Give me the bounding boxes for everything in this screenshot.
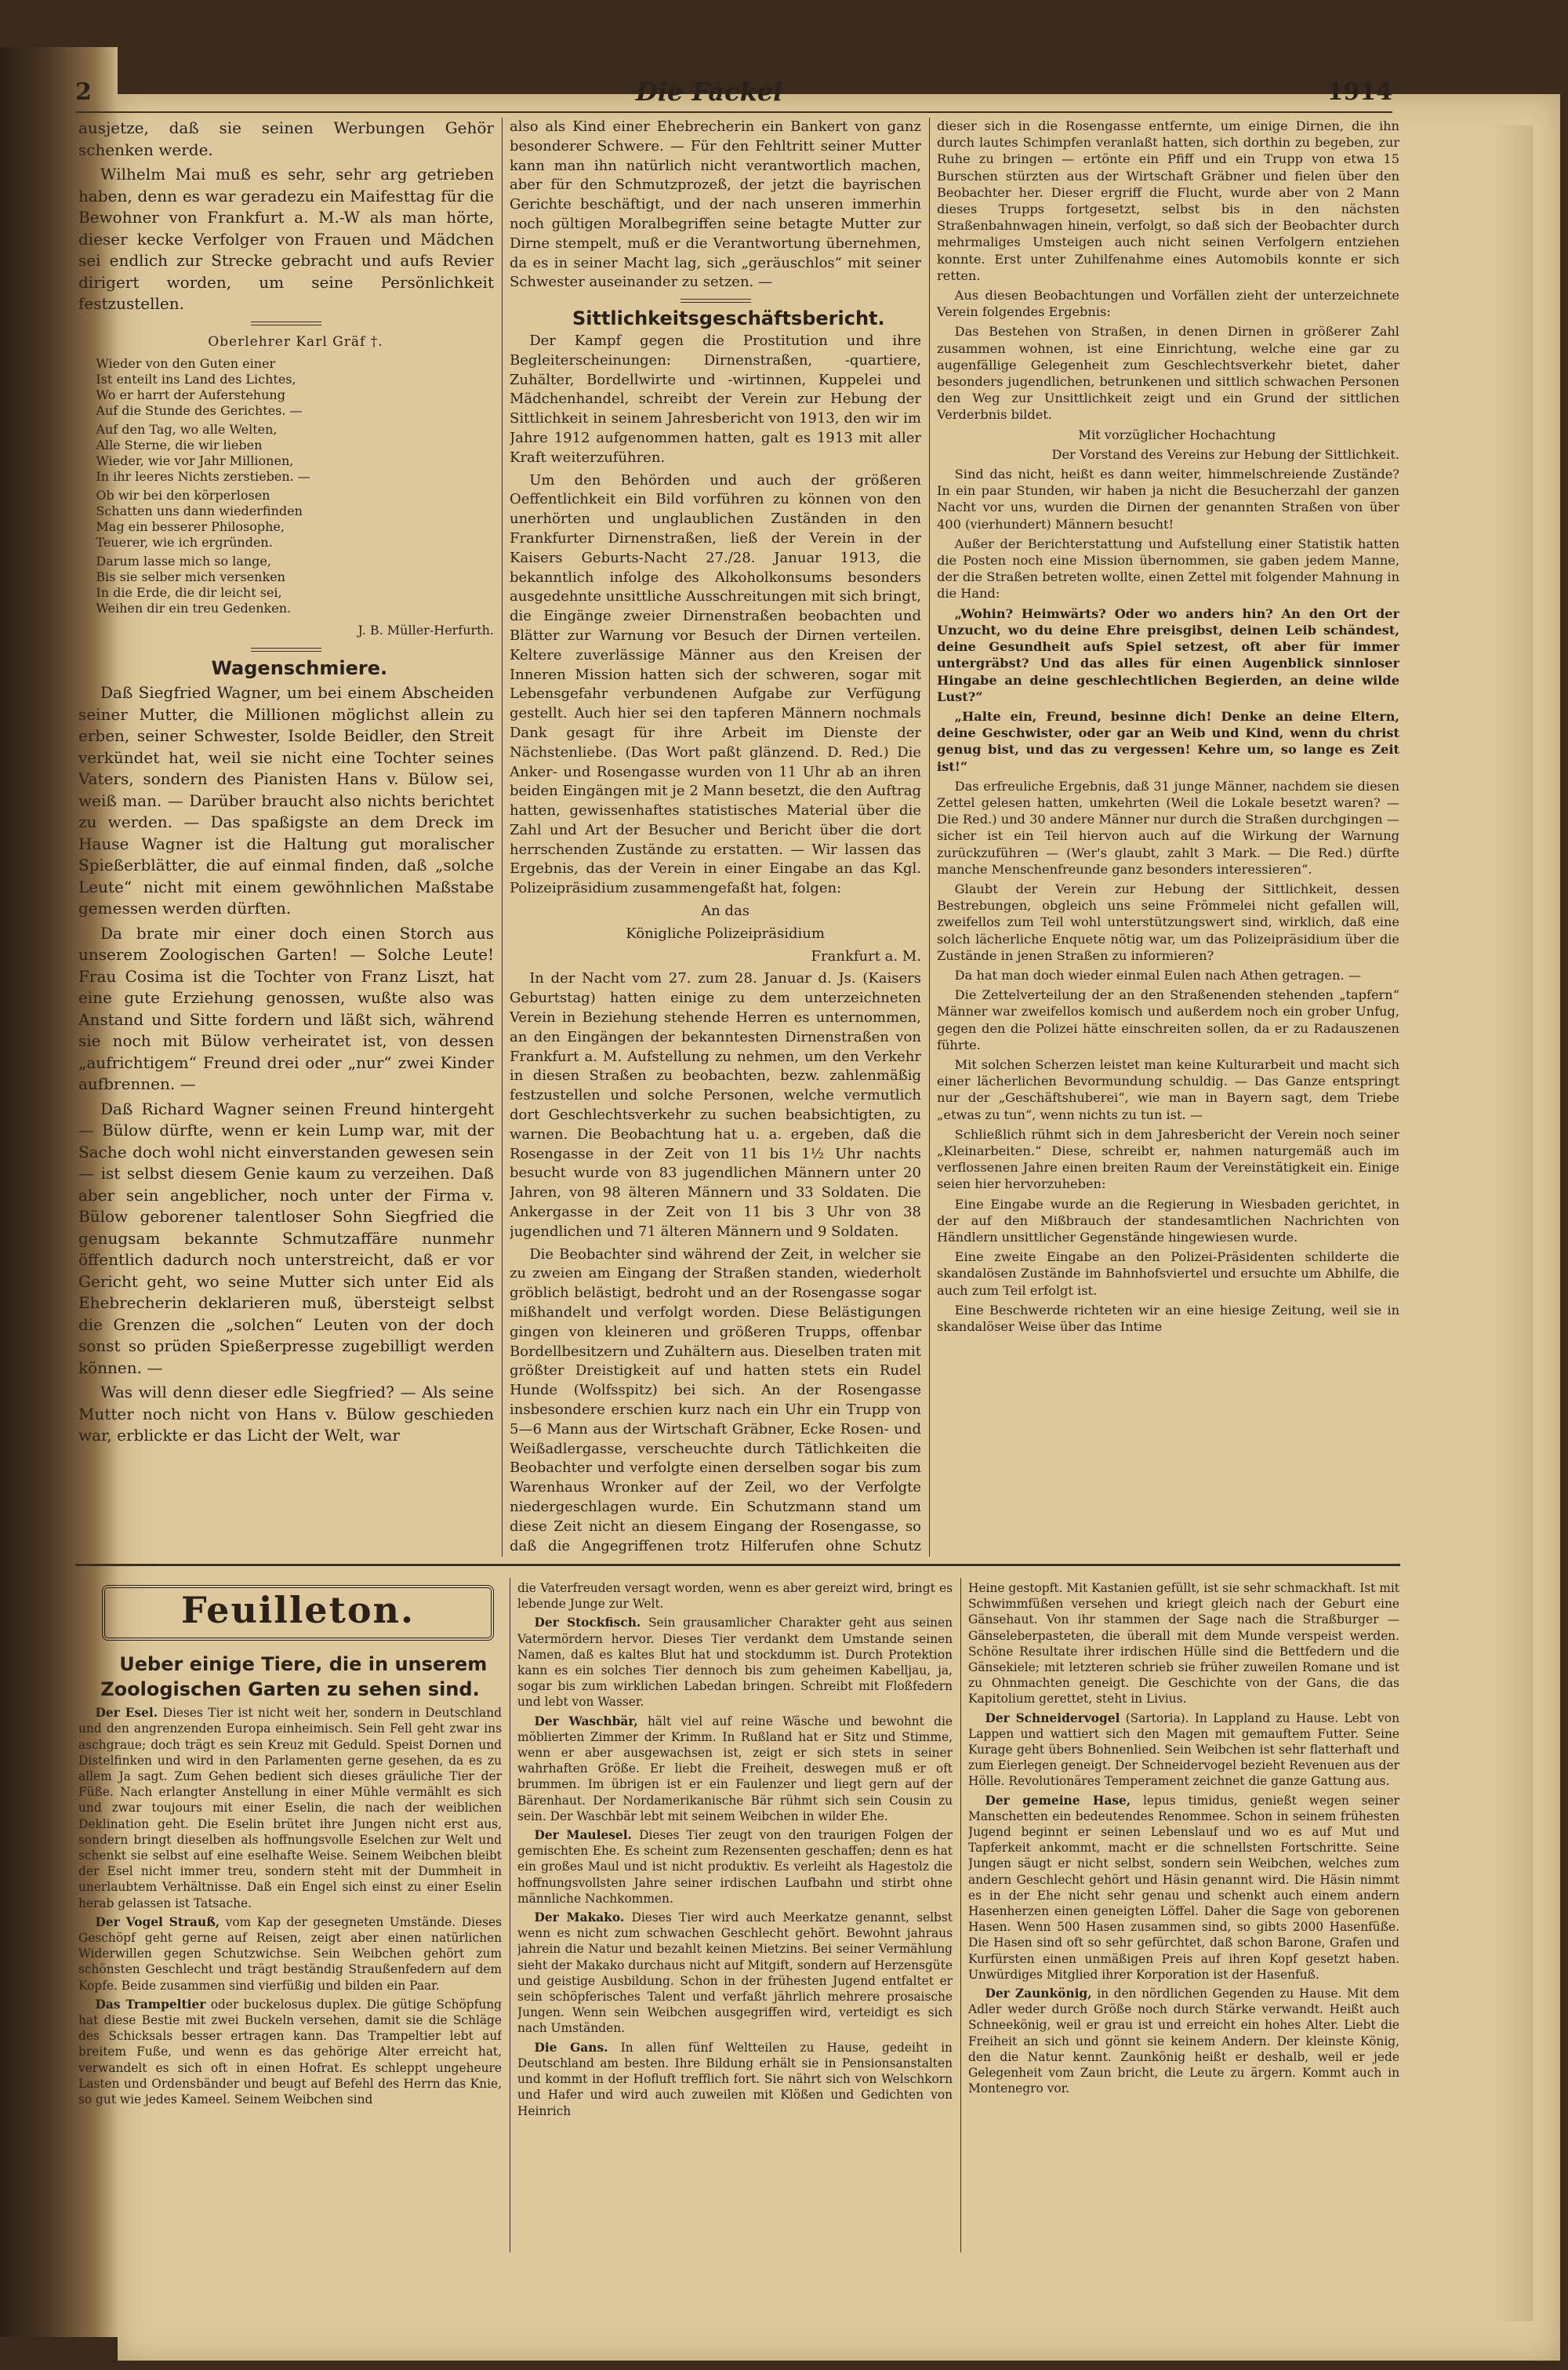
section-separator <box>681 299 751 303</box>
paragraph: Eine Beschwerde richteten wir an eine hiesige Zeitung, weil sie in skandalöser Weise über das Intime <box>937 1302 1399 1335</box>
poem-title: Oberlehrer Karl Gräf †. <box>208 333 383 350</box>
section-separator <box>251 648 321 652</box>
poem-stanza: Auf den Tag, wo alle Welten, Alle Sterne, die wir lieben Wieder, wie vor Jahr Millionen, In ihr leeres Nichts zerstieben. — <box>96 422 310 484</box>
poem-stanza: Ob wir bei den körperlosen Schatten uns dann wiederfinden Mag ein besserer Philosophe, Teuerer, wie ich ergründen. <box>96 488 303 550</box>
section-heading-wagenschmiere: Wagenschmiere. <box>211 656 388 679</box>
paragraph: Heine gestopft. Mit Kastanien gefüllt, ist sie sehr schmackhaft. Ist mit Schwimmfüßen versehen und kriegt gleich nach der Geburt eine Gänsehaut. Von ihr stammen der Sage nach die Straßburger — Gänseleberpasteten, die überall mit dem Munde verspeist werden. Schöne Resultate ihrer irdischen Hülle sind die Bettfedern und die Gänsekiele; mit letzteren schrieb sie früher zuweilen Romane und ist zu Ohnmachten geneigt. Die Geschichte von der Gans, die das Kapitolium gerettet, steht in Livius. <box>968 1581 1399 1707</box>
warning-leaflet-text: „Wohin? Heimwärts? Oder wo anders hin? An den Ort der Unzucht, wo du deine Ehre preisgibst, deinen Leib schändest, deine Gesundheit aufs Spiel setzest, oft aber für immer untergräbst? Und das alles für einen Augenblick sinnloser Hingabe an deine geschlechtlichen Begierden, an deine wilde Lust?“ <box>937 605 1399 704</box>
page-edge-shadow <box>1494 125 1533 2321</box>
paragraph: Der Kampf gegen die Prostitution und ihre Begleiterscheinungen: Dirnenstraßen, -quartiere, Zuhälter, Bordellwirte und -wirtinnen, Kuppelei und Mädchenhandel, schreibt der Verein zur Hebung der Sittlichkeit in seinem Jahresbericht von 1913, den wir im Jahre 1912 aufgenommen hatten, galt es 1913 mit aller Kraft weiterzuführen. <box>510 332 921 466</box>
paragraph: Wilhelm Mai muß es sehr, sehr arg getrieben haben, denn es war geradezu ein Maifesttag für die Bewohner von Frankfurt a. M.-W als man hörte, dieser kecke Verfolger von Frauen und Mädchen sei endlich zur Strecke gebracht und aufs Revier dirigert worden, um seine Persönlichkeit festzustellen. <box>78 165 494 313</box>
article-column-3 <box>937 118 1399 1557</box>
masthead-title: Die Fackel <box>636 77 783 107</box>
paragraph: Das erfreuliche Ergebnis, daß 31 junge Männer, nachdem sie diesen Zettel gelesen hatten, umkehrten (Weil die Lokale besetzt waren? — Die Red.) und 30 andere Männer nur durch die Straßen durchgingen — sicher ist ein Teil hiervon auch auf die Wirkung der Warnung zurückzuführen — (Wer's glaubt, zahlt 3 Mark. — Die Red.) dürfte manche Menschenfreunde ganz besonders interessieren“. <box>937 778 1399 877</box>
address-line: Königliche Polizeipräsidium <box>626 925 825 942</box>
warning-leaflet-text: „Halte ein, Freund, besinne dich! Denke an deine Eltern, deine Geschwister, oder gar an Weib und Kind, wenn du christ genug bist, und das zu vergessen! Kehre um, so lange es Zeit ist!“ <box>937 708 1399 774</box>
address-line: An das <box>701 903 750 920</box>
poem-author: J. B. Müller-Herfurth. <box>358 623 494 638</box>
paragraph: also als Kind einer Ehebrecherin ein Bankert von ganz besonderer Schwere. — Für den Fehltritt seiner Mutter kann man ihn natürlich nicht verantwortlich machen, aber für den Schmutzprozeß, der jetzt die bayrischen Gerichte beschäftigt, und der nach unseren immerhin noch gültigen Moralbegriffen seine betagte Mutter zur Dirne stempelt, muß er die Verantwortung übernehmen, da es in seiner Macht lag, sich „geräuschlos“ mit seiner Schwester auseinander zu setzen. — <box>510 118 921 291</box>
poem-stanza: Wieder von den Guten einer Ist enteilt ins Land des Lichtes, Wo er harrt der Auferstehung Auf die Stunde des Gerichtes. — <box>96 356 303 418</box>
paragraph: dieser sich in die Rosengasse entfernte, um einige Dirnen, die ihn durch lautes Schimpfen veranlaßt hatten, sich dorthin zu begeben, zur Ruhe zu bringen — ertönte ein Pfiff und ein Trupp von etwa 15 Burschen stürzten aus der Wirtschaft Gräbner und fielen über den Beobachter her. Dieser ergriff die Flucht, wurde aber von 2 Mann dieses Trupps fortgesetzt, selbst bis in den nächsten Straßenbahnwagen hinein, verfolgt, so daß sich der Beobachter durch mehrmaliges Umsteigen auch nicht seinen Verfolgern entziehen konnte. Erst unter Zuhilfenahme eines Automobils konnte er sich retten. <box>937 118 1399 283</box>
paragraph: Das Bestehen von Straßen, in denen Dirnen in größerer Zahl zusammen wohnen, ist eine Einrichtung, welche eine gar zu augenfällige Gelegenheit zum Geschlechtsverkehr bietet, daher besonders jugendlichen, betrunkenen und sittlich schwachen Personen den Weg zur Unsittlichkeit zeigt und ein Grund der sittlichen Verderbnis bildet. <box>937 324 1399 423</box>
paragraph: Da hat man doch wieder einmal Eulen nach Athen getragen. — <box>954 967 1361 983</box>
animal-entry: Der Stockfisch. Sein grausamlicher Charakter geht aus seinen Vatermördern hervor. Dieses Tier verdankt dem Umstande seinen Namen, daß es kaltes Blut hat und stockdumm ist. Durch Protektion kann es ein solches Tier dennoch bis zum geheimen Kabelljau, ja, sogar bis zum wirklichen Labedan bringen. Schreibt mit Floßfedern und lebt von Wasser. <box>517 1616 953 1710</box>
paragraph: ausjetze, daß sie seinen Werbungen Gehör schenken werde. <box>78 118 494 159</box>
page-header <box>75 72 1392 113</box>
paragraph: Die Beobachter sind während der Zeit, in welcher sie zu zweien am Eingang der Straßen standen, wiederholt gröblich belästigt, bedroht und an der Rosengasse sogar mißhandelt und verfolgt worden. Diese Belästigungen gingen von kleineren und größeren Trupps, offenbar Bordellbesitzern und Zuhältern aus. Dieselben traten mit größter Dreistigkeit auf und hatten stets ein Rudel Hunde (Wolfsspitz) bei sich. An der Rosengasse insbesondere erschien kurz nach ein Uhr ein Trupp von 5—6 Mann aus der Wirtschaft Gräbner, Ecke Rosen- und Weißadlergasse, verscheuchte durch Tätlichkeiten die Beobachter und verfolgte einen derselben sogar bis zum Warenhaus Wronker auf der Zeil, wo der Verfolgte niedergeschlagen wurde. Ein Schutzmann stand um diese Zeit nicht an diesem Eingang der Rosengasse, so daß die Angegriffenen trotz Hilferufen ohne Schutz <box>510 1245 921 1554</box>
poem-stanza: Darum lasse mich so lange, Bis sie selber mich versenken In die Erde, die dir leicht sei, Weihen dir ein treu Gedenken. <box>96 554 292 616</box>
feuilleton-column-3 <box>968 1580 1399 2255</box>
animal-entry: Der Maulesel. Dieses Tier zeugt von den traurigen Folgen der gemischten Ehe. Es scheint zum Rezensenten geschaffen; denn es hat ein großes Maul und ist nicht produktiv. Es verleiht als Hagestolz die hoffnungsvollsten Jahre seiner irdischen Laufbahn und stirbt ohne männliche Nachkommen. <box>517 1828 953 1906</box>
paragraph: Um den Behörden und auch der größeren Oeffentlichkeit ein Bild vorführen zu können von den unerhörten und unglaublichen Zuständen in den Frankfurter Dirnenstraßen, ließ der Verein in der Kaisers Geburts-Nacht 27./28. Januar 1913, die bekanntlich infolge des Alkoholkonsums besonders ausgedehnte unsittliche Ausschreitungen mit sich bringt, die Eingänge zweier Dirnenstraßen beobachten und Blätter zur Warnung vor Besuch der Dirnen verteilen. Keltere zuverlässige Männer aus den Kreisen der Inneren Mission hatten sich der schweren, sogar mit Lebensgefahr verbundenen Aufgabe zur Verfügung gestellt. Auch hier sei den tapferen Männern nochmals Dank gesagt für ihre Arbeit im Dienste der Nächstenliebe. (Das Wort paßt glänzend. D. Red.) Die Anker- und Rosengasse wurden von 11 Uhr ab an ihren beiden Eingängen mit je 2 Mann besetzt, die den Auftrag hatten, gewissenhaftes statistisches Material über die Zahl und Art der Besucher und Bericht über die dort herrschenden Zustände zu erstatten. — Wir lassen das Ergebnis, das der Verein in einer Eingabe an das Kgl. Polizeipräsidium zusammengefaßt hat, folgen: <box>510 471 921 897</box>
article-column-1 <box>78 118 494 1557</box>
paragraph: Die Zettelverteilung der an den Straßenenden stehenden „tapfern“ Männer war zweifellos komisch und außerdem noch ein grober Unfug, gegen den die Polizei hätte einschreiten sollen, da er zu Radauszenen führte. <box>937 987 1399 1052</box>
animal-entry: Der Zaunkönig, in den nördlichen Gegenden zu Hause. Mit dem Adler weder durch Größe noch durch Stärke verwandt. Heißt auch Schneekönig, weil er grau ist und erreicht ein hohes Alter. Liebt die Freiheit an sich und gönnt sie keinem Andern. Der kleinste König, den die Natur kennt. Zaunkönig heißt er deshalb, weil er jede Gelegenheit vom Zaun bricht, die Leute zu ärgern. Kommt auch in Montenegro vor. <box>968 1987 1399 2096</box>
feuilleton-column-2 <box>517 1580 953 2255</box>
animal-entry: Der Esel. Dieses Tier ist nicht weit her, sondern in Deutschland und den angrenzenden Europa einheimisch. Sein Fell geht zwar ins aschgraue; doch trägt es sein Kreuz mit Geduld. Speist Dornen und Distelfinken und wird in den Parlamenten gerne gesehen, da es zu allem Ja sagt. Zum Gehen bedient sich dieses gräuliche Tier der Füße. Nach erlangter Anstellung in einer Mühle vermählt es sich und zwar toujours mit einer Eselin, die nach der weiblichen Deklination geht. Die Eselin brütet ihre Jungen nicht erst aus, sondern bringt dieselben als hoffnungsvolle Eselchen zur Welt und schenkt sie selbst auf eine eselhafte Weise. Seinem Weibchen bleibt der Esel nicht immer treu, sondern steht mit der Dummheit in unerlaubtem Verhältnisse. Daß ein Engel sich einst zu einer Eselin herab gelassen ist Tatsache. <box>78 1706 502 1910</box>
animal-entry: Der Schneidervogel (Sartoria). In Lappland zu Hause. Lebt von Lappen und wattiert sich den Magen mit gemauftem Futter. Seine Kurage geht übers Bohnenlied. Sein Weibchen ist sehr flatterhaft und zum Eierlegen geneigt. Der Schneidervogel bezieht Revenuen aus der Hölle. Revolutionäres Temperament zeichnet die ganze Gattung aus. <box>968 1710 1399 1789</box>
paragraph: Eine zweite Eingabe an den Polizei-Präsidenten schilderte die skandalösen Zustände im Bahnhofsviertel und ersuchte um Abhilfe, die auch zum Teil erfolgt ist. <box>937 1249 1399 1298</box>
closing-signature: Der Vorstand des Vereins zur Hebung der Sittlichkeit. <box>1051 446 1399 462</box>
animal-entry: Der Waschbär, hält viel auf reine Wäsche und bewohnt die möblierten Zimmer der Krimm. In Rußland hat er Sitz und Stimme, wenn er aber ausgewachsen ist, zeigt er sich stets in seiner wahrhaften Größe. Er liebt die Freiheit, deswegen muß er oft brummen. Im übrigen ist er ein Faulenzer und liegt gern auf der Bärenhaut. Der Nordamerikanische Bär rühmt sich sein Cousin zu sein. Der Waschbär lebt mit seinem Weibchen in wilder Ehe. <box>517 1714 953 1823</box>
animal-entry: Der Vogel Strauß, vom Kap der gesegneten Umstände. Dieses Geschöpf geht gerne auf Reisen, zeigt aber einen natürlichen Widerwillen gegen Schutzwichse. Sein Weibchen gehört zum schönsten Geschlecht und trägt beständig Straußenfedern auf dem Kopfe. Beide zusammen sind vierfüßig und bilden ein Paar. <box>78 1914 502 1993</box>
paragraph: Aus diesen Beobachtungen und Vorfällen zieht der unterzeichnete Verein folgendes Ergebnis: <box>937 288 1399 320</box>
page-number: 2 <box>75 78 92 106</box>
paragraph: Da brate mir einer doch einen Storch aus unserem Zoologischen Garten! — Solche Leute! Frau Cosima ist die Tochter von Franz Liszt, hat eine gute Erziehung genossen, wußte also was Anstand und Sitte fordern und läßt sich, während sie noch mit Bülow verheiratet ist, von dessen „aufrichtigem“ Freund drei oder „nur“ zwei Kinder aufbrennen. — <box>78 923 494 1093</box>
paragraph: Was will denn dieser edle Siegfried? — Als seine Mutter noch nicht von Hans v. Bülow geschieden war, erblickte er das Licht der Welt, war <box>78 1383 494 1445</box>
column-divider <box>929 118 930 1557</box>
paragraph: Glaubt der Verein zur Hebung der Sittlichkeit, dessen Bestrebungen, obgleich uns seine Frömmelei nicht gefallen will, zweifellos zum Teil wohl unterstützungswert sind, wirklich, daß eine solch lächerliche Enquete nötig war, um das Polizeipräsidium über die Zustände in jenen Straßen zu informieren? <box>937 881 1399 963</box>
column-divider <box>502 118 503 1557</box>
paragraph: Schließlich rühmt sich in dem Jahresbericht der Verein noch seiner „Kleinarbeiten.“ Diese, schreibt er, nahmen naturgemäß auch im verflossenen Jahre einen breiten Raum der Vereinstätigkeit ein. Einige seien hier hervorzuheben: <box>937 1126 1399 1192</box>
column-divider <box>960 1578 961 2252</box>
paragraph: die Vaterfreuden versagt worden, wenn es aber gereizt wird, bringt es lebende Junge zur Welt. <box>517 1581 953 1612</box>
animal-entry: Das Trampeltier oder buckelosus duplex. Die gütige Schöpfung hat diese Bestie mit zwei Buckeln versehen, damit sie die Schläge des Schicksals besser ertragen kann. Das Trampeltier lebt auf breitem Fuße, und wenn es das gehörige Alter erreicht hat, verwandelt es sich oft in einen Hofrat. Es schleppt ungeheure Lasten und Ordensbänder und beugt auf Befehl des Herrn das Knie, so gut wie jedes Kameel. Seinem Weibchen sind <box>78 1997 502 2107</box>
address-line: Frankfurt a. M. <box>811 947 921 965</box>
animal-entry: Der gemeine Hase, lepus timidus, genießt wegen seiner Manschetten ein bedeutendes Renommee. Schon in seinem frühesten Jugend beginnt er seinen Lebenslauf und wo es auf Mut und Tapferkeit ankommt, macht er die schnellsten Fortschritte. Seine Jungen säugt er nicht selbst, sondern sein Weibchen, welches zum andern Geschlecht gehört und Häsin genannt wird. Die Häsin nimmt es in der Ehe nicht sehr genau und schenkt auch einem andern Hasenherzen einen geneigten Löffel. Daher die Sage von geborenen Hasen. Wenn 500 Hasen zusammen sind, so gibts 2000 Hasenfüße. Die Hasen sind oft so sehr gefürchtet, daß schon Barone, Grafen und Kurfürsten einen unmäßigen Preis auf ihren Kopf gesetzt haben. Unwürdiges Mitglied ihrer Korporation ist der Hasenfuß. <box>968 1793 1399 1982</box>
paragraph: Daß Richard Wagner seinen Freund hintergeht — Bülow dürfte, wenn er kein Lump war, mit der Sache doch wohl nicht einverstanden gewesen sein — ist selbst diesem Genie kaum zu verzeihen. Daß aber sein angeblicher, noch unter der Firma v. Bülow geborener talentloser Sohn Siegfried die genugsam bekannte Schmutzaffäre nunmehr öffentlich dadurch noch unterstreicht, daß er vor Gericht geht, wo seine Mutter sich unter Eid als Ehebrecherin deklarieren muß, übersteigt selbst die Grenzen die „solchen“ Leuten von der doch sonst so prüden Spießerpresse zugebilligt werden können. — <box>78 1099 494 1377</box>
animal-entry: Der Makako. Dieses Tier wird auch Meerkatze genannt, selbst wenn es nicht zum schwachen Geschlecht gehört. Bewohnt jahraus jahrein die Natur und bezahlt keinen Mietzins. Bei seiner Vermählung sieht der Makako durchaus nicht auf Mitgift, sondern auf Herzensgüte und geistige Ausbildung. Schon in der frühesten Jugend entfaltet er sein schöpferisches Talent und verfaßt jährlich mehrere prosaische Jungen. Wenn sein Weibchen ausgegriffen wird, verteidigt es sich nach Umständen. <box>517 1910 953 2036</box>
section-heading-sittlichkeit: Sittlichkeitsgeschäftsbericht. <box>572 307 885 330</box>
paragraph: Außer der Berichterstattung und Aufstellung einer Statistik hatten die Posten noch eine Mission übernommen, sie gaben jedem Manne, der die Straßen betreten wollte, einen Zettel mit folgender Mahnung in die Hand: <box>937 536 1399 602</box>
issue-year: 1914 <box>1327 78 1392 106</box>
feuilleton-subtitle: Ueber einige Tiere, die in unserem Zoologischen Garten zu sehen sind. <box>100 1653 488 1701</box>
paragraph: In der Nacht vom 27. zum 28. Januar d. Js. (Kaisers Geburtstag) hatten einige zu dem unterzeichneten Verein in Beziehung stehende Herren es unternommen, an den Eingängen der bekanntesten Dirnenstraßen von Frankfurt a. M. Aufstellung zu nehmen, um den Verkehr in diesen Straßen zu beobachten, bezw. zahlenmäßig festzustellen und solche Personen, welche vermutlich dort Geschlechtsverkehr zu suchen beabsichtigten, zu warnen. Die Beobachtung hat u. a. ergeben, daß die Rosengasse in der Zeit von 11 bis 1½ Uhr nachts besucht wurde von 83 jugendlichen Männern unter 20 Jahren, von 98 älteren Männern und 33 Soldaten. Die Ankergasse in der Zeit von 11 bis 3 Uhr von 38 jugendlichen und 71 älteren Männern und 9 Soldaten. <box>510 970 921 1240</box>
feuilleton-column-1 <box>78 1580 502 2255</box>
article-column-2 <box>510 118 921 1557</box>
paragraph: Sind das nicht, heißt es dann weiter, himmelschreiende Zustände? In ein paar Stunden, wir haben ja nicht die Besucherzahl der ganzen Nacht vor uns, wurden die Dirnen der genannten Straßen von über 400 (vierhundert) Männern besucht! <box>937 467 1399 532</box>
paragraph: Daß Siegfried Wagner, um bei einem Abscheiden seiner Mutter, die Millionen möglichst allein zu erben, seiner Schwester, Isolde Beidler, den Streit verkündet hat, weil sie nicht eine Tochter seines Vaters, sondern des Pianisten Hans v. Bülow sei, weiß man. — Darüber braucht also nichts berichtet zu werden. — Das spaßigste an dem Dreck im Hause Wagner ist die Haltung gut moralischer Spießerblätter, die auf einmal finden, daß „solche Leute“ nicht mit einem gewöhnlichen Maßstabe gemessen werden dürften. <box>78 683 494 918</box>
animal-entry: Die Gans. In allen fünf Weltteilen zu Hause, gedeiht in Deutschland am besten. Ihre Bildung erhält sie in Pensionsanstalten und kommt in der Hofluft trefflich fort. Sie nährt sich von Welschkorn und Hafer und wird auch zuweilen mit Klößen und Gedichten von Heinrich <box>517 2040 953 2118</box>
section-separator <box>251 322 321 325</box>
feuilleton-title: Feuilleton. <box>181 1589 415 1631</box>
closing-line: Mit vorzüglicher Hochachtung <box>1078 427 1276 442</box>
feuilleton-divider-rule <box>75 1564 1400 1566</box>
paragraph: Eine Eingabe wurde an die Regierung in Wiesbaden gerichtet, in der auf den Mißbrauch der standesamtlichen Nachrichten von Händlern unsittlicher Gegenstände hingewiesen wurde. <box>937 1196 1399 1245</box>
paragraph: Mit solchen Scherzen leistet man keine Kulturarbeit und macht sich einer lächerlichen Bevormundung schuldig. — Das Ganze entspringt nur der „Geschäftshuberei“, wie man in Bayern sagt, dem Triebe „etwas zu tun“, wenn nichts zu tun ist. — <box>937 1056 1399 1122</box>
feuilleton-banner <box>102 1585 494 1641</box>
